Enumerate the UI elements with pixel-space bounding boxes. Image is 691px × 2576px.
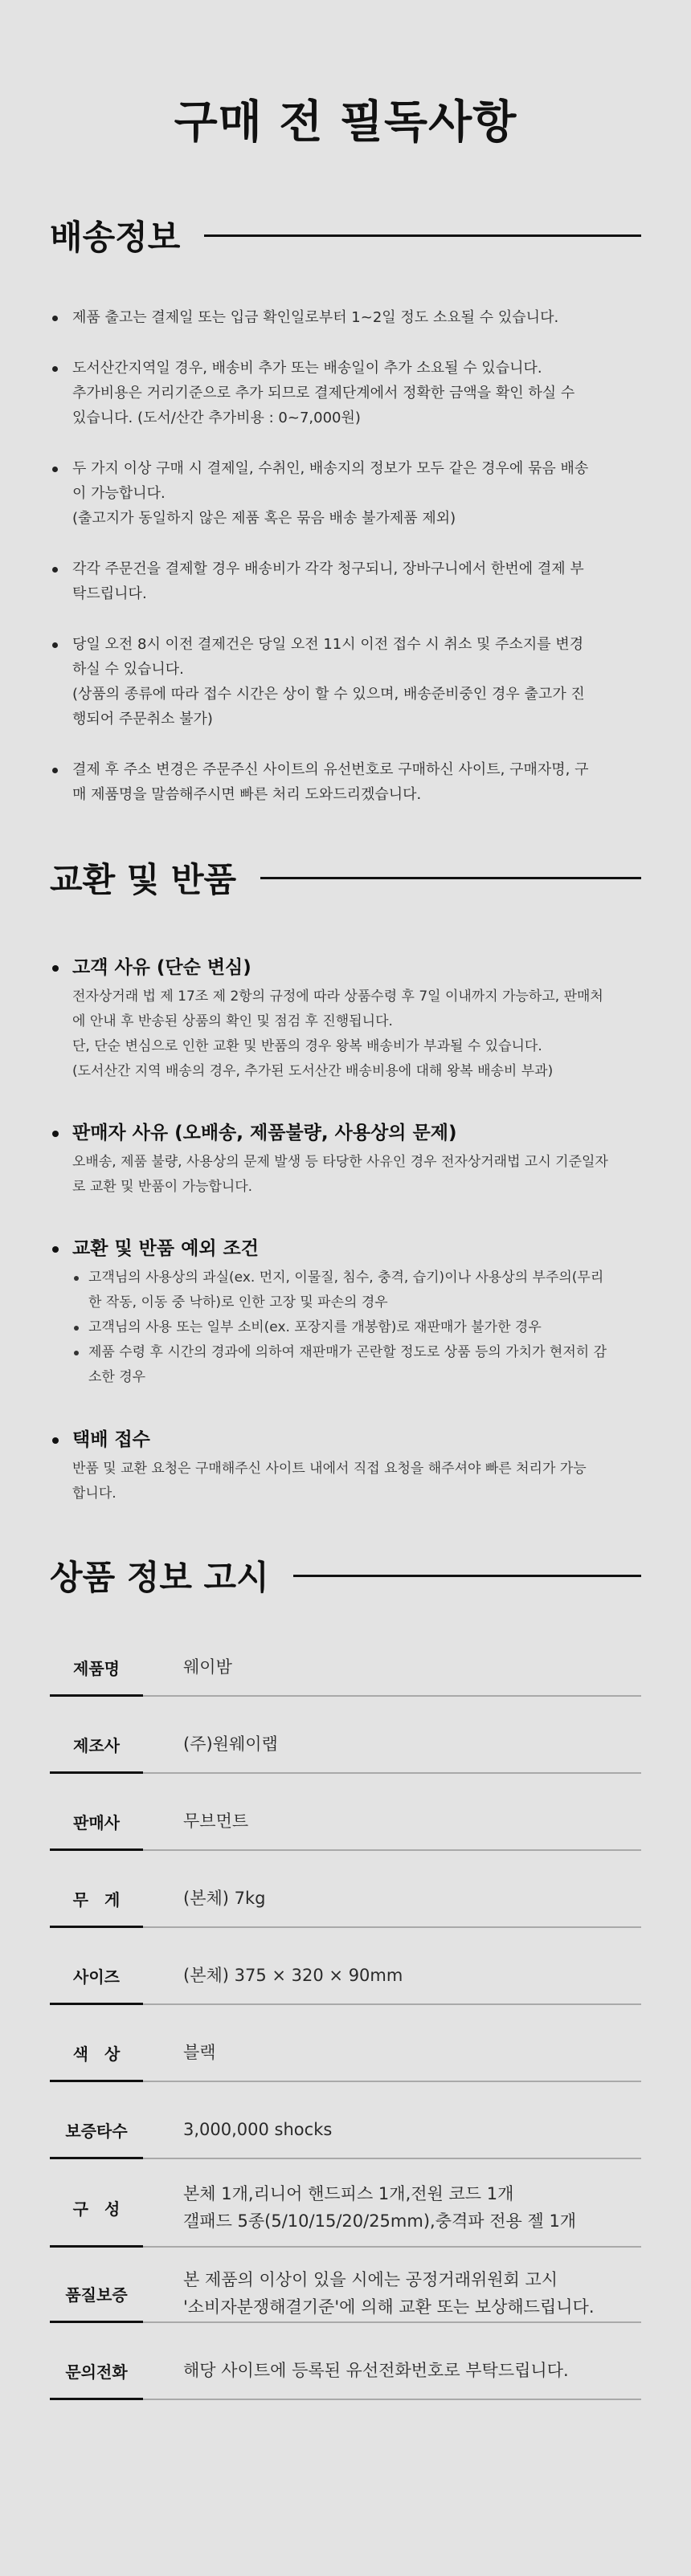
exception-item: 제품 수령 후 시간의 경과에 의하여 재판매가 곤란할 정도로 상품 등의 가치가 현저히 감 소한 경우: [72, 1340, 641, 1390]
spec-label: 보증타수: [50, 2101, 143, 2158]
exchange-section-header: [50, 854, 641, 902]
shipping-item: 도서산간지역일 경우, 배송비 추가 또는 배송일이 추가 소요될 수 있습니다. 추가비용은 거리기준으로 추가 되므로 결제단계에서 정확한 금액을 확인 하실 수 있습니다. (도서/산간 추가비용 : 0~7,000원): [50, 356, 641, 430]
spec-label: 사이즈: [50, 1947, 143, 2003]
exceptions-block: [50, 1235, 641, 1390]
spec-row-seller: [50, 1793, 641, 1851]
notice-heading-rule: [293, 1575, 641, 1577]
exchange-heading-rule: [260, 877, 641, 879]
shipping-heading-rule: [204, 234, 641, 237]
exception-item: 고객님의 사용 또는 일부 소비(ex. 포장지를 개봉함)로 재판매가 불가한 경우: [72, 1315, 641, 1340]
notice-section-header: [50, 1551, 641, 1600]
shipping-item: 결제 후 주소 변경은 주문주신 사이트의 유선번호로 구매하신 사이트, 구매자명, 구 매 제품명을 말씀해주시면 빠른 처리 도와드리겠습니다.: [50, 757, 641, 807]
spec-label: 문의전화: [50, 2342, 143, 2399]
spec-value: 3,000,000 shocks: [183, 2120, 333, 2139]
spec-label: 구 성: [50, 2169, 143, 2246]
notice-heading: 상품 정보 고시: [50, 1558, 269, 1597]
exchange-heading: 교환 및 반품: [50, 860, 237, 899]
shipping-item: 당일 오전 8시 이전 결제건은 당일 오전 11시 이전 접수 시 취소 및 주소지를 변경 하실 수 있습니다. (상품의 종류에 따라 접수 시간은 상이 할 수 있으며, 배송준비중인 경우 출고가 진 행되어 주문취소 불가): [50, 632, 641, 732]
seller-reason-text: 오배송, 제품 불량, 사용상의 문제 발생 등 타당한 사유인 경우 전자상거래법 고시 기준일자 로 교환 및 반품이 가능합니다.: [72, 1154, 608, 1195]
spec-value: (주)원웨이랩: [183, 1734, 278, 1754]
spec-value: 웨이밤: [183, 1657, 232, 1677]
exceptions-title: 교환 및 반품 예외 조건: [50, 1235, 641, 1262]
spec-row-color: [50, 2024, 641, 2082]
seller-reason-block: [50, 1119, 641, 1200]
customer-reason-block: [50, 954, 641, 1084]
spec-label: 제품명: [50, 1639, 143, 1695]
spec-label: 판매사: [50, 1793, 143, 1849]
spec-value: 본체 1개,리니어 핸드피스 1개,전원 코드 1개 갤패드 5종(5/10/15/20/25mm),충격파 전용 젤 1개: [183, 2184, 577, 2231]
spec-row-contact: [50, 2342, 641, 2400]
spec-row-warranty-shots: [50, 2101, 641, 2159]
spec-value: 블랙: [183, 2043, 216, 2062]
shipping-item: 각각 주문건을 결제할 경우 배송비가 각각 청구되니, 장바구니에서 한번에 결제 부 탁드립니다.: [50, 556, 641, 606]
exceptions-list: [50, 1266, 641, 1390]
courier-text: 반품 및 교환 요청은 구매해주신 사이트 내에서 직접 요청을 해주셔야 빠른 처리가 가능 합니다.: [72, 1461, 587, 1502]
seller-reason-title: 판매자 사유 (오배송, 제품불량, 사용상의 문제): [50, 1119, 641, 1147]
shipping-item: 제품 출고는 결제일 또는 입금 확인일로부터 1~2일 정도 소요될 수 있습니다.: [50, 305, 641, 330]
spec-label: 무 게: [50, 1870, 143, 1926]
spec-row-size: [50, 1947, 641, 2005]
spec-label: 제조사: [50, 1716, 143, 1772]
courier-block: [50, 1426, 641, 1506]
customer-reason-text: 전자상거래 법 제 17조 제 2항의 규정에 따라 상품수령 후 7일 이내까지 가능하고, 판매처 에 안내 후 반송된 상품의 확인 및 점검 후 진행됩니다. 단, 단순 변심으로 인한 교환 및 반품의 경우 왕복 배송비가 부과될 수 있습니다. (도서산간 지역 배송의 경우, 추가된 도서산간 배송비용에 대해 왕복 배송비 부과): [72, 988, 603, 1079]
shipping-section-header: [50, 211, 641, 259]
shipping-item: 두 가지 이상 구매 시 결제일, 수취인, 배송지의 정보가 모두 같은 경우에 묶음 배송 이 가능합니다. (출고지가 동일하지 않은 제품 혹은 묶음 배송 불가제품 제외): [50, 456, 641, 531]
spec-row-product-name: [50, 1639, 641, 1697]
spec-value: 무브먼트: [183, 1812, 249, 1831]
spec-row-manufacturer: [50, 1716, 641, 1774]
page-title: 구매 전 필독사항: [174, 96, 517, 149]
spec-value: 본 제품의 이상이 있을 시에는 공정거래위원회 고시 '소비자분쟁해결기준'에 의해 교환 또는 보상해드립니다.: [183, 2270, 595, 2317]
spec-value: (본체) 375 × 320 × 90mm: [183, 1966, 403, 1985]
spec-label: 색 상: [50, 2024, 143, 2081]
spec-value: 해당 사이트에 등록된 유선전화번호로 부탁드립니다.: [183, 2361, 569, 2380]
shipping-heading: 배송정보: [50, 218, 181, 257]
shipping-list: [50, 305, 641, 807]
spec-row-quality-guarantee: [50, 2265, 641, 2323]
exception-item: 고객님의 사용상의 과실(ex. 먼지, 이물질, 침수, 충격, 습기)이나 사용상의 부주의(무리 한 작동, 이동 중 낙하)로 인한 고장 및 파손의 경우: [72, 1266, 641, 1315]
spec-row-weight: [50, 1870, 641, 1928]
courier-title: 택배 접수: [50, 1426, 641, 1453]
spec-row-components: [50, 2169, 641, 2248]
spec-value: (본체) 7kg: [183, 1889, 266, 1908]
spec-label: 품질보증: [50, 2265, 143, 2321]
customer-reason-title: 고객 사유 (단순 변심): [50, 954, 641, 981]
